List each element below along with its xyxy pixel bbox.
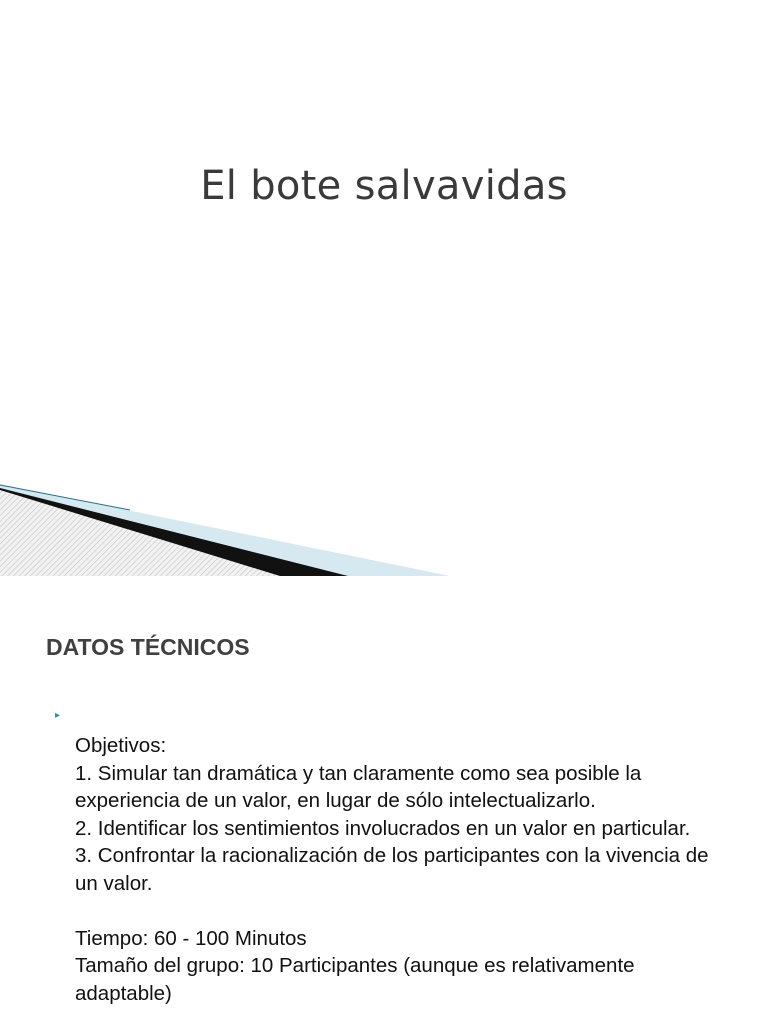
text-line: Tiempo: 60 - 100 Minutos	[75, 926, 307, 950]
text-line: 1. Simular tan dramática y tan claramente como sea posible la experiencia de un valor, en lugar de sólo intelectualizarlo.	[75, 761, 642, 812]
text-line: Objetivos:	[75, 734, 167, 757]
decorative-swoosh	[0, 470, 768, 576]
paragraph-gap	[75, 897, 725, 925]
objectives-text	[75, 732, 725, 1007]
content-slide	[0, 576, 768, 1024]
bullet-arrow-icon: ▸	[55, 710, 61, 721]
text-line: 2. Identificar los sentimientos involucrados en un valor en particular.	[75, 816, 691, 840]
text-line: 3. Confrontar la racionalización de los participantes con la vivencia de un valor.	[75, 844, 709, 895]
text-line: Tamaño del grupo: 10 Participantes (aunque es relativamente adaptable)	[75, 954, 635, 1005]
section-heading: DATOS TÉCNICOS	[46, 634, 250, 660]
slide-title: El bote salvavidas	[200, 163, 568, 209]
